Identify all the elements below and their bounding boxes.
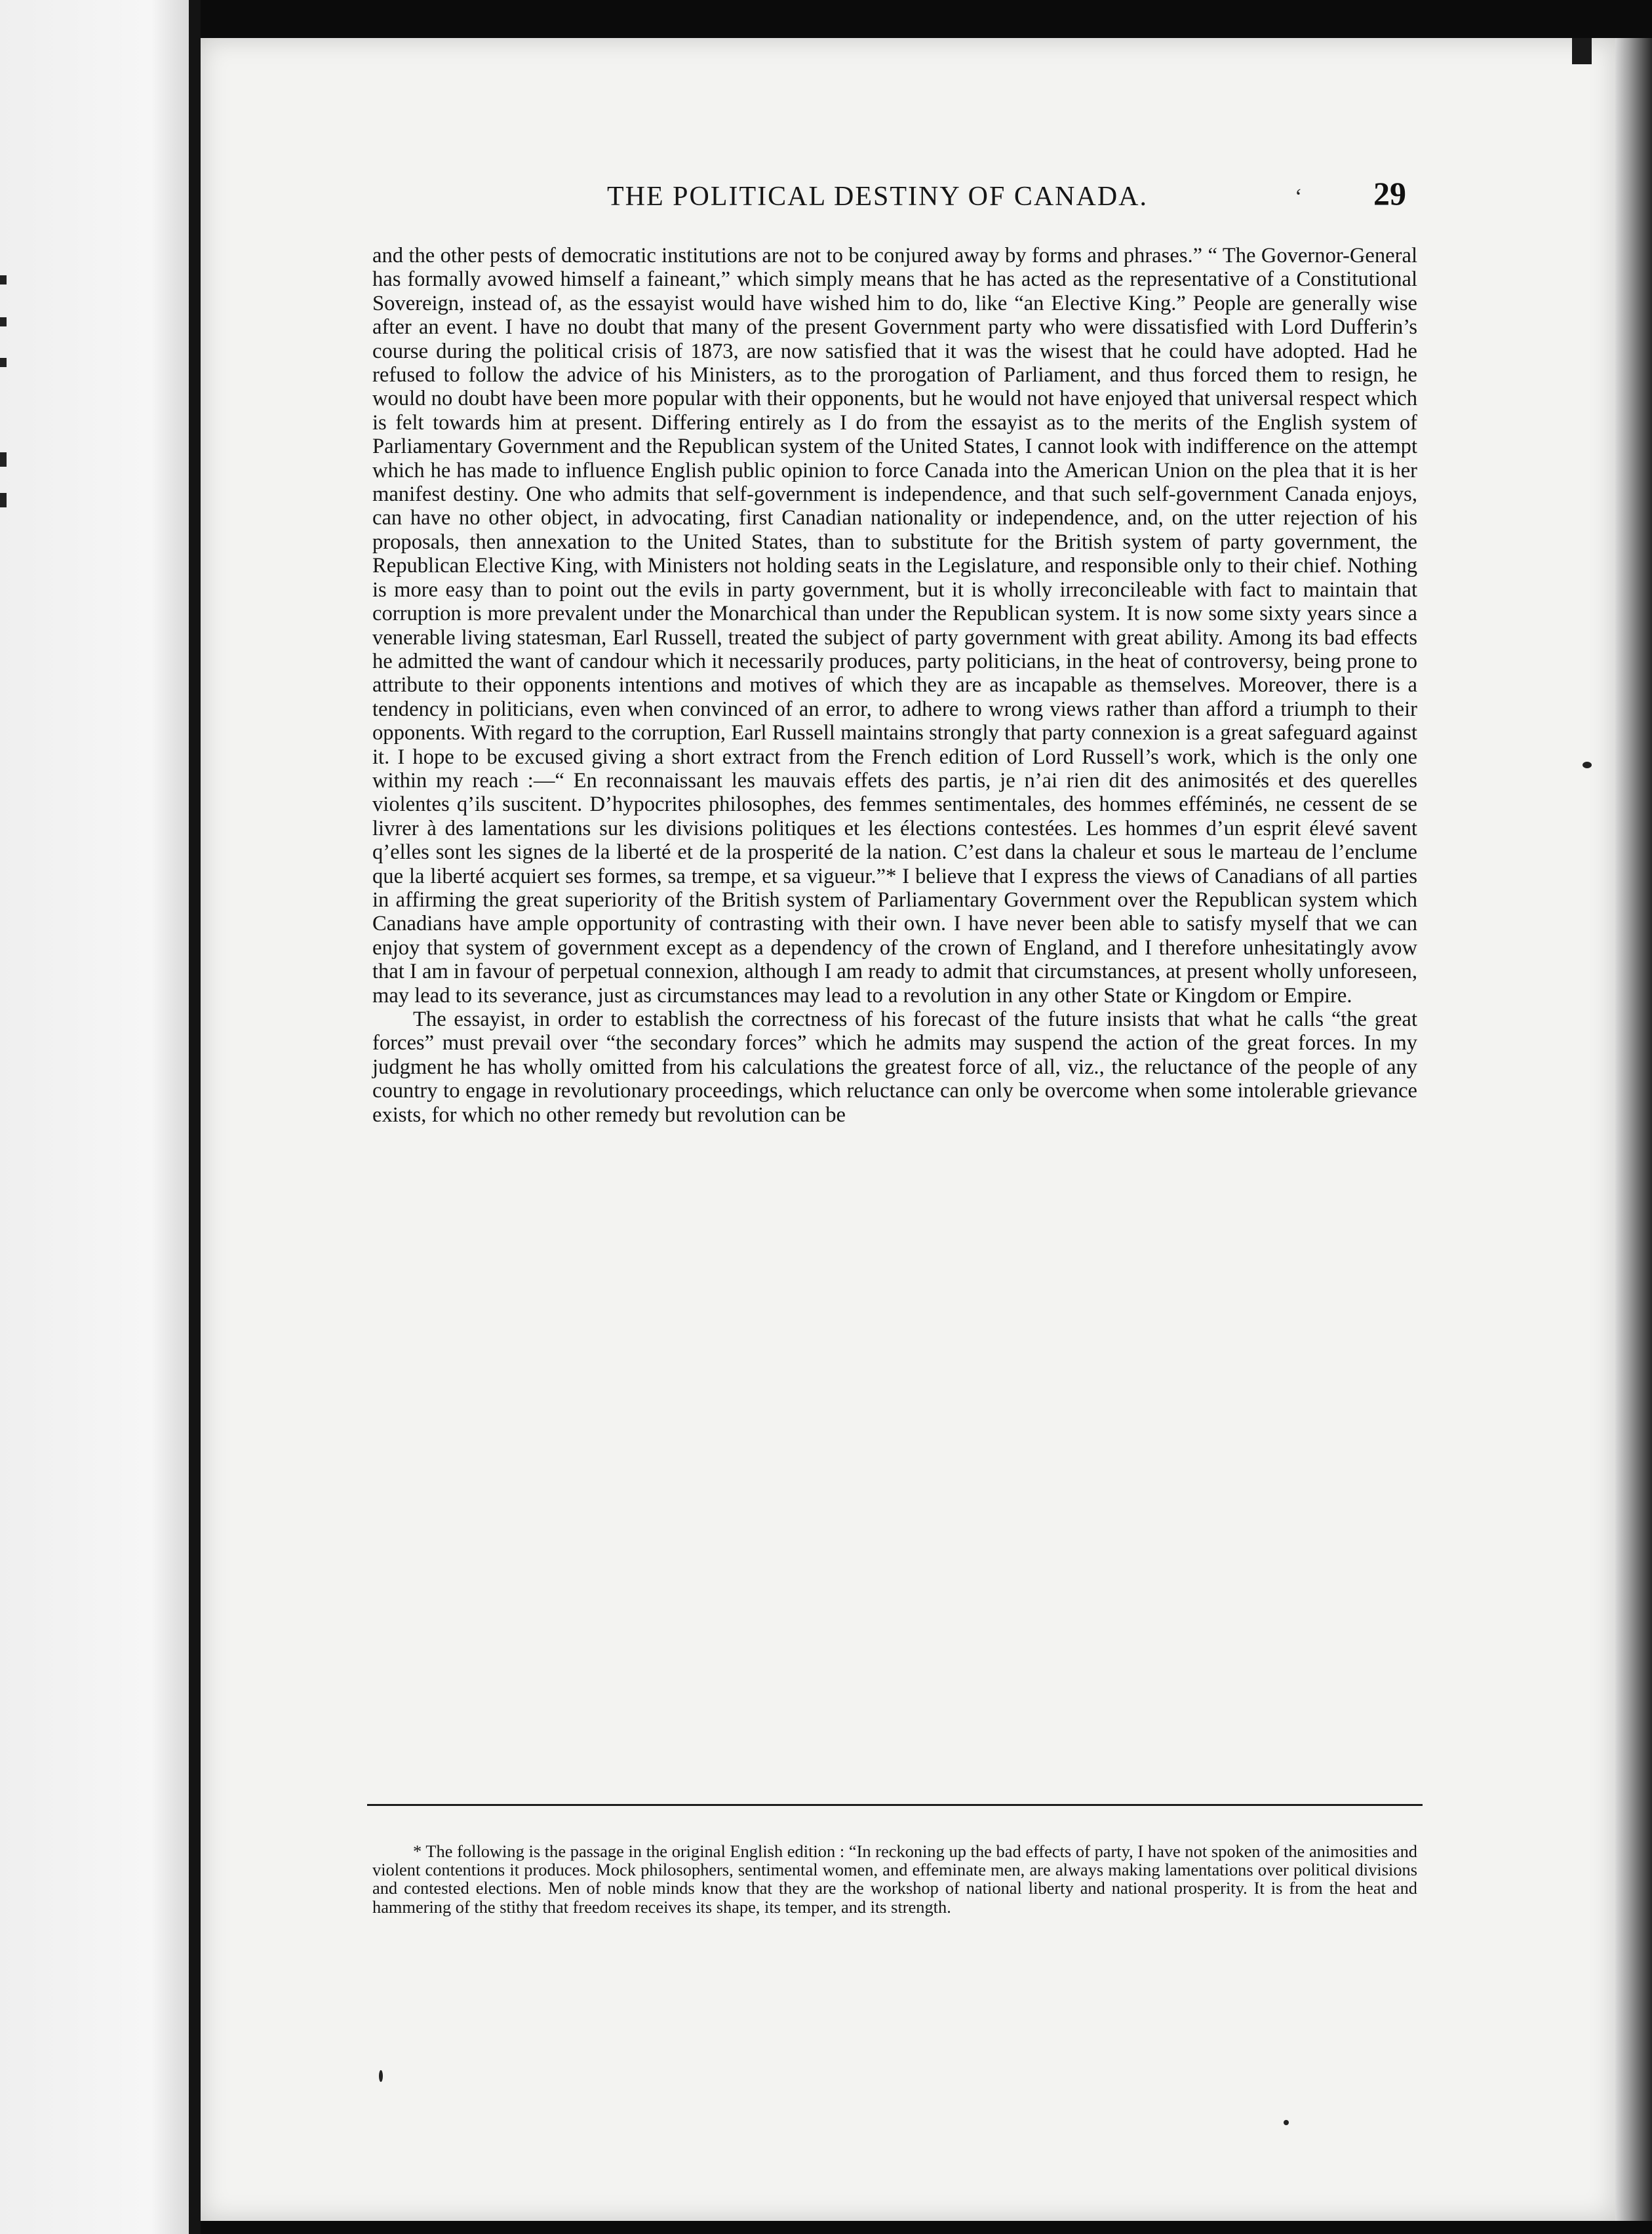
facing-page-text-fragment — [0, 317, 7, 326]
page-edge-shadow — [1615, 38, 1652, 2221]
facing-page-edge — [0, 0, 189, 2234]
page-number: 29 — [1373, 175, 1406, 212]
facing-page-text-fragment — [0, 452, 7, 467]
scan-speck — [1284, 2120, 1289, 2125]
page-corner — [1572, 38, 1592, 64]
facing-page-text-fragment — [0, 275, 7, 284]
printer-mark: ‘ — [1295, 185, 1303, 209]
facing-page-text-fragment — [0, 493, 7, 507]
facing-page-text-fragment — [0, 358, 7, 367]
footnote-rule — [367, 1804, 1423, 1806]
footnote: * The following is the passage in the original English edition : “In reckoning up the bad effects of party, I have not spoken of the animosities and violent contentions it produces. Mock philosophers, sentimental women, and effeminate men, are always making lamentations over political divisions and contested elections. Men of noble minds know that they are the workshop of national liberty and national prosperity. It is from the heat and hammering of the stithy that freedom receives its shape, its temper, and its strength. — [372, 1841, 1417, 1917]
book-gutter — [189, 0, 201, 2234]
paragraph: and the other pests of democratic institutions are not to be conjured away by forms and phrases.” “ The Governor-General has formally avowed himself a faineant,” which simply means that he has acted as the representative of a Constitutional Sovereign, instead of, as the essayist would have wished him to do, like “an Elective King.” People are generally wise after an event. I have no doubt that many of the present Government party who were dissatisfied with Lord Dufferin’s course during the political crisis of 1873, are now satisfied that it was the wisest that he could have adopted. Had he refused to follow the advice of his Ministers, as to the prorogation of Parliament, and thus forced them to resign, he would no doubt have been more popular with their opponents, but he would not have enjoyed that universal respect which is felt towards him at present. Differing entirely as I do from the essayist as to the merits of the English system of Parliamentary Government and the Republican system of the United States, I cannot look with indifference on the attempt which he has made to influence English public opinion to force Canada into the American Union on the plea that it is her manifest destiny. One who admits that self-government is independence, and that such self-government Canada enjoys, can have no other object, in advocating, first Canadian nationality or independence, and, on the utter rejection of his proposals, then annexation to the United States, than to substitute for the British system of party government, the Republican Elective King, with Ministers not holding seats in the Legislature, and responsible only to their chief. Nothing is more easy than to point out the evils in party government, but it is wholly irreconcileable with fact to maintain that corruption is more prevalent under the Monarchical than under the Republican system. It is now some sixty years since a venerable living statesman, Earl Russell, treated the subject of party government with great ability. Among its bad effects he admitted the want of candour which it necessarily produces, party politicians, in the heat of controversy, being prone to attribute to their opponents intentions and motives of which they are as incapable as themselves. Moreover, there is a tendency in politicians, even when convinced of an error, to adhere to wrong views rather than afford a triumph to their opponents. With regard to the corruption, Earl Russell maintains strongly that party connexion is a great safeguard against it. I hope to be excused giving a short extract from the French edition of Lord Russell’s work, which is the only one within my reach :—“ En reconnaissant les mauvais effets des partis, je n’ai rien dit des animosités et des querelles violentes q’ils suscitent. D’hypocrites philosophes, des femmes sentimentales, des hommes efféminés, ne cessent de se livrer à des lamentations sur les divisions politiques et les élections contestées. Les hommes d’un esprit élevé savent q’elles sont les signes de la liberté et de la prosperité de la nation. C’est dans la chaleur et sous le marteau de l’enclume que la liberté acquiert ses formes, sa trempe, et sa vigueur.”* I believe that I express the views of Canadians of all parties in affirming the great superiority of the British system of Parliamentary Government over the Republican system which Canadians have ample opportunity of contrasting with their own. I have never been able to satisfy myself that we can enjoy that system of government except as a dependency of the crown of England, and I therefore unhesitatingly avow that I am in favour of perpetual connexion, although I am ready to admit that circumstances, at present wholly unforeseen, may lead to its severance, just as circumstances may lead to a revolution in any other State or Kingdom or Empire. — [372, 244, 1417, 1008]
scan-speck — [379, 2070, 383, 2082]
body-text — [372, 244, 1417, 1127]
scan-speck — [1583, 762, 1592, 768]
paragraph: The essayist, in order to establish the correctness of his forecast of the future insists that what he calls “the great forces” must prevail over “the secondary forces” which he admits may suspend the action of the great forces. In my judgment he has wholly omitted from his calculations the greatest force of all, viz., the reluctance of the people of any country to engage in revolutionary proceedings, which reluctance can only be overcome when some intolerable grievance exists, for which no other remedy but revolution can be — [372, 1008, 1417, 1127]
running-head: THE POLITICAL DESTINY OF CANADA. — [607, 182, 1149, 212]
